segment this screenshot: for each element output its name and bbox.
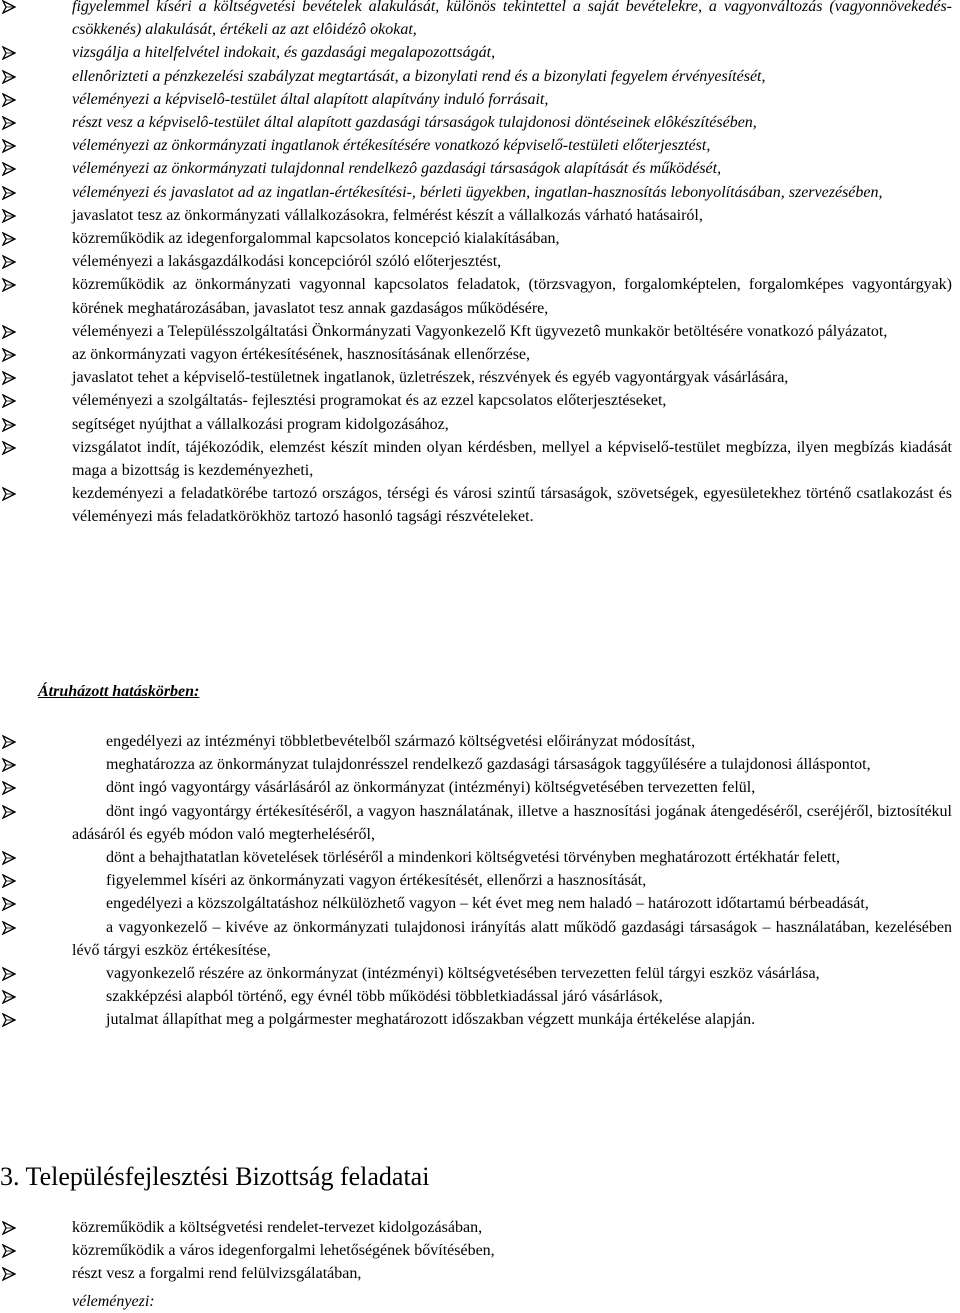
list-item-text: figyelemmel kíséri a költségvetési bevételek alakulását, különös tekintettel a saját bevételekre, a vagyonváltozás (vagyonnövekedés-csökkenés) alakulását, értékeli az azt elôidézô okokat, (72, 0, 952, 39)
arrow-bullet-icon (2, 990, 16, 1004)
list-item (0, 753, 956, 776)
list-item (0, 869, 956, 892)
list-item (0, 1239, 956, 1262)
list-item (0, 389, 956, 412)
list-item-text: dönt ingó vagyontárgy értékesítéséről, a vagyon használatának, illetve a hasznosítási jogának átengedéséről, cseréjéről, biztosítékul adásáról és egyéb módon való megterheléséről, (72, 802, 952, 843)
arrow-bullet-icon (2, 116, 16, 130)
list-item-text: véleményezi a lakásgazdálkodási koncepcióról szóló előterjesztést, (72, 253, 502, 271)
arrow-bullet-icon (2, 139, 16, 153)
list-item (0, 1262, 956, 1285)
list-item (0, 227, 956, 250)
arrow-bullet-icon (2, 967, 16, 981)
list-item (0, 181, 956, 204)
arrow-bullet-icon (2, 46, 16, 60)
list-item-text: jutalmat állapíthat meg a polgármester meghatározott időszakban végzett munkája értékelése alapján. (106, 1011, 756, 1029)
list-item (0, 111, 956, 134)
arrow-bullet-icon (2, 325, 16, 339)
list-item-text: figyelemmel kíséri az önkormányzati vagyon értékesítését, ellenőrzi a hasznosítását, (106, 872, 647, 890)
list-item (0, 436, 956, 482)
list-item (0, 985, 956, 1008)
list-item-text: engedélyezi a közszolgáltatáshoz nélkülözhető vagyon – két évet meg nem haladó – határozott időtartamú bérbeadását, (106, 895, 869, 913)
list-item (0, 482, 956, 528)
list-item-text: dönt ingó vagyontárgy vásárlásáról az önkormányzat (intézményi) költségvetésében tervezetten felül, (106, 779, 756, 797)
arrow-bullet-icon (2, 70, 16, 84)
list-item-text: a vagyonkezelő – kivéve az önkormányzati tulajdonosi irányítás alatt működő gazdasági társaságok – használatában, kezelésében lévő tárgyi eszköz értékesítése, (72, 918, 952, 959)
arrow-bullet-icon (2, 371, 16, 385)
list-item (0, 65, 956, 88)
list-item (0, 730, 956, 753)
arrow-bullet-icon (2, 441, 16, 455)
list-item (0, 0, 956, 41)
arrow-bullet-icon (2, 348, 16, 362)
list-item-text: szakképzési alapból történő, egy évnél több működési többletkiadással járó vásárlások, (106, 988, 663, 1006)
list-item (0, 273, 956, 319)
list-item (0, 892, 956, 915)
list-item-text: kezdeményezi a feladatkörébe tartozó országos, térségi és városi szintű társaságok, szövetségek, egyesületekhez történő csatlakozást és véleményezi más feladatkörökhöz tartozó hasonló tagsági részvételeket. (72, 485, 952, 526)
list-item (0, 962, 956, 985)
arrow-bullet-icon (2, 781, 16, 795)
list-item-text: részt vesz a képviselô-testület által alapított gazdasági társaságok tulajdonosi döntéseinek elôkészítésében, (72, 114, 757, 132)
arrow-bullet-icon (2, 487, 16, 501)
list-item-text: véleményezi az önkormányzati tulajdonnal rendelkezô gazdasági társaságok alapítását és működését, (72, 160, 722, 178)
list-item-text: közreműködik az önkormányzati vagyonnal kapcsolatos feladatok, (törzsvagyon, forgalomképtelen, forgalomképes vagyontárgyak) körének meghatározásában, javaslatot tesz annak gazdaságos működésére, (72, 276, 952, 317)
list-item-text: az önkormányzati vagyon értékesítésének, hasznosításának ellenőrzése, (72, 346, 531, 364)
list-item-text: vagyonkezelő részére az önkormányzat (intézményi) költségvetésében tervezetten felül tárgyi eszköz vásárlása, (106, 965, 820, 983)
transferred-powers-list (0, 730, 956, 1032)
trailing-text: véleményezi: (72, 1293, 155, 1310)
list-item (0, 343, 956, 366)
list-item (0, 250, 956, 273)
arrow-bullet-icon (2, 897, 16, 911)
list-item-text: véleményezi az önkormányzati ingatlanok értékesítésére vonatkozó képviselő-testületi előterjesztést, (72, 137, 711, 155)
list-item (0, 134, 956, 157)
list-item (0, 157, 956, 180)
list-item-text: javaslatot tesz az önkormányzati vállalkozásokra, felmérést készít a vállalkozás várható hatásairól, (72, 206, 703, 224)
section-title: 3. Településfejlesztési Bizottság feladatai (0, 1162, 430, 1191)
list-item (0, 916, 956, 962)
transferred-powers-heading: Átruházott hatáskörben: (38, 683, 200, 700)
arrow-bullet-icon (2, 874, 16, 888)
arrow-bullet-icon (2, 394, 16, 408)
list-item (0, 320, 956, 343)
list-item-text: ellenôrizteti a pénzkezelési szabályzat megtartását, a bizonylati rend és a bizonylati fegyelem érvényesítését, (72, 67, 766, 85)
list-item-text: közreműködik a város idegenforgalmi lehetőségének bővítésében, (72, 1242, 495, 1260)
arrow-bullet-icon (2, 805, 16, 819)
arrow-bullet-icon (2, 758, 16, 772)
arrow-bullet-icon (2, 1267, 16, 1281)
list-item (0, 366, 956, 389)
arrow-bullet-icon (2, 162, 16, 176)
list-item-text: dönt a behajthatatlan követelések törléséről a mindenkori költségvetési törvényben meghatározott értékhatár felett, (106, 849, 840, 867)
list-item (0, 846, 956, 869)
list-item-text: véleményezi a képviselô-testület által alapított alapítvány induló forrásait, (72, 90, 549, 108)
list-item-text: meghatározza az önkormányzat tulajdonrésszel rendelkező gazdasági társaságok taggyűlésére a tulajdonosi álláspontot, (106, 756, 871, 774)
arrow-bullet-icon (2, 418, 16, 432)
list-item (0, 1216, 956, 1239)
list-item (0, 204, 956, 227)
list-item-text: véleményezi a Településszolgáltatási Önkormányzati Vagyonkezelő Kft ügyvezetô munkakör betöltésére vonatkozó pályázatot, (72, 322, 888, 340)
arrow-bullet-icon (2, 1013, 16, 1027)
list-item-text: segítséget nyújthat a vállalkozási program kidolgozásához, (72, 415, 449, 433)
arrow-bullet-icon (2, 209, 16, 223)
arrow-bullet-icon (2, 278, 16, 292)
list-item (0, 88, 956, 111)
list-item-text: véleményezi a szolgáltatás- fejlesztési programokat és az ezzel kapcsolatos előterjesztéseket, (72, 392, 667, 410)
list-item-text: javaslatot tehet a képviselő-testületnek ingatlanok, üzletrészek, részvények és egyéb vagyontárgyak vásárlására, (72, 369, 789, 387)
list-item-text: engedélyezi az intézményi többletbevételből származó költségvetési előirányzat módosítást, (106, 733, 696, 750)
list-item (0, 413, 956, 436)
arrow-bullet-icon (2, 232, 16, 246)
committee-task-list (0, 0, 956, 529)
development-committee-task-list (0, 1216, 956, 1286)
list-item-text: vizsgálatot indít, tájékozódik, elemzést készít minden olyan kérdésben, mellyel a képviselő-testület megbízza, ilyen megbízás kiadását maga a bizottság is kezdeményezheti, (72, 438, 952, 480)
list-item (0, 41, 956, 64)
list-item-text: véleményezi és javaslatot ad az ingatlan-értékesítési-, bérleti ügyekben, ingatlan-hasznosítás lebonyolításában, szervezésében, (72, 183, 883, 201)
arrow-bullet-icon (2, 1221, 16, 1235)
list-item (0, 800, 956, 846)
list-item (0, 776, 956, 799)
list-item-text: közreműködik a költségvetési rendelet-tervezet kidolgozásában, (72, 1219, 483, 1236)
list-item-text: vizsgálja a hitelfelvétel indokait, és gazdasági megalapozottságát, (72, 44, 496, 62)
arrow-bullet-icon (2, 186, 16, 200)
arrow-bullet-icon (2, 255, 16, 269)
list-item (0, 1008, 956, 1031)
arrow-bullet-icon (2, 921, 16, 935)
arrow-bullet-icon (2, 1244, 16, 1258)
arrow-bullet-icon (2, 93, 16, 107)
arrow-bullet-icon (2, 735, 16, 749)
list-item-text: közreműködik az idegenforgalommal kapcsolatos koncepció kialakításában, (72, 230, 560, 248)
list-item-text: részt vesz a forgalmi rend felülvizsgálatában, (72, 1265, 362, 1283)
arrow-bullet-icon (2, 0, 16, 14)
arrow-bullet-icon (2, 851, 16, 865)
